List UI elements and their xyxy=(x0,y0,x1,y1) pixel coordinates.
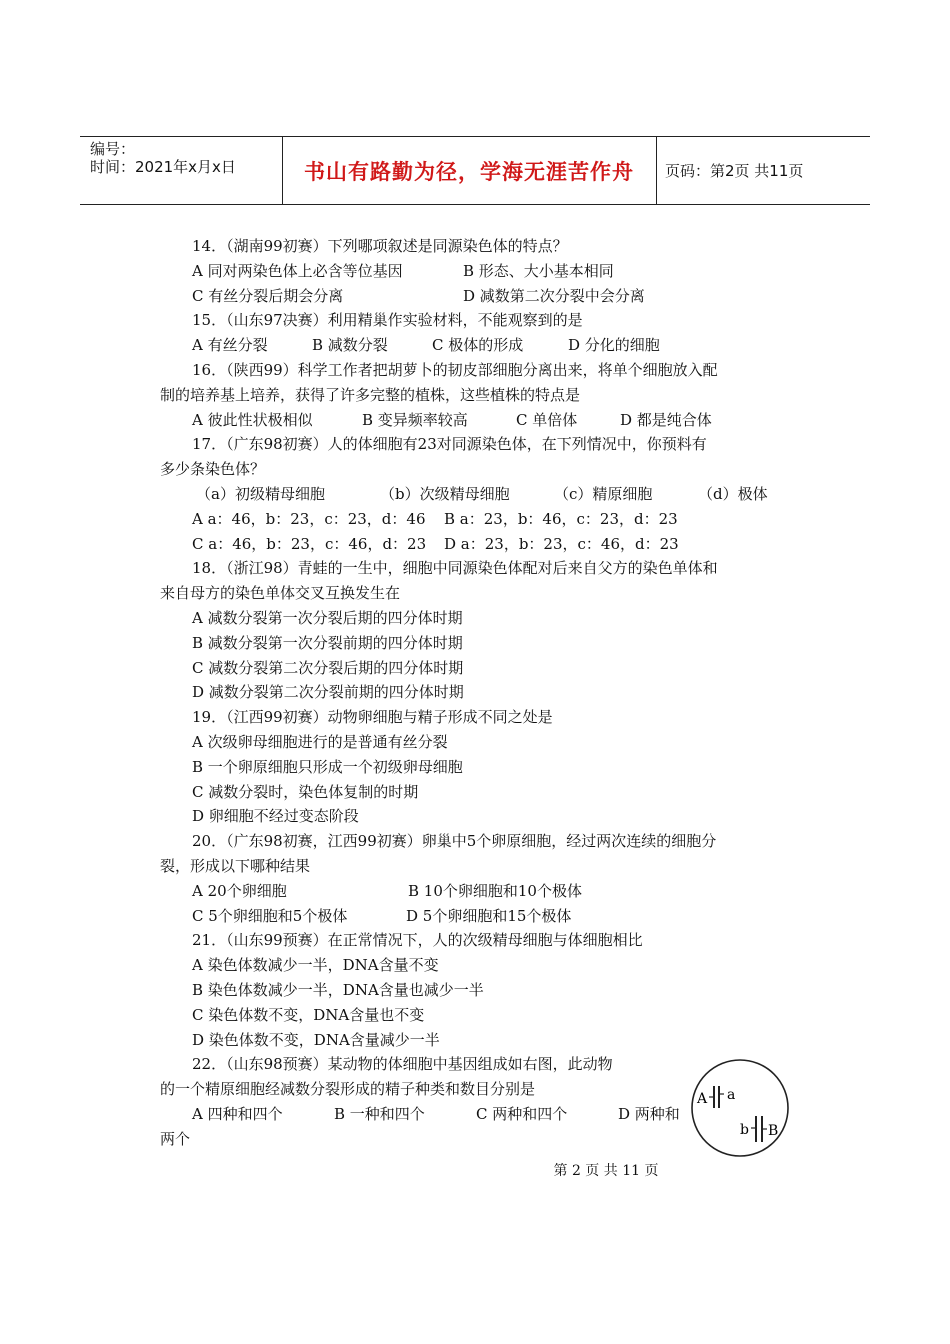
option-a: A 同对两染色体上必含等位基因 xyxy=(192,261,403,280)
sub-item-a: （a）初级精母细胞 xyxy=(196,484,325,503)
option-row xyxy=(160,408,800,433)
option-a: A 减数分裂第一次分裂后期的四分体时期 xyxy=(192,608,463,627)
option-d: D 5个卵细胞和15个极体 xyxy=(406,906,572,925)
option-row xyxy=(160,507,800,532)
footer-page-number: 第 2 页 共 11 页 xyxy=(553,1163,659,1179)
option-c: C 减数分裂时，染色体复制的时期 xyxy=(192,782,419,801)
header-page-cell xyxy=(657,137,870,204)
option-b: B 一个卵原细胞只形成一个初级卵母细胞 xyxy=(192,757,463,776)
gene-label-a: a xyxy=(727,1087,736,1103)
option-a: A 彼此性状极相似 xyxy=(192,410,313,429)
document-number-label: 编号： xyxy=(90,140,136,158)
option-b: B 减数分裂 xyxy=(312,336,388,355)
option-d: D 减数分裂第二次分裂前期的四分体时期 xyxy=(192,683,464,702)
question-list xyxy=(160,234,800,1151)
page-info: 页码：第2页 共11页 xyxy=(665,161,804,180)
question-stem: 15．（山东97决赛）利用精巢作实验材料，不能观察到的是 xyxy=(192,311,583,330)
cell-outline xyxy=(692,1060,788,1156)
option-a: A 20个卵细胞 xyxy=(192,881,287,900)
option-row xyxy=(160,904,800,929)
option-row xyxy=(160,879,800,904)
option-d: D 都是纯合体 xyxy=(620,410,712,429)
option-c: C 减数分裂第二次分裂后期的四分体时期 xyxy=(192,658,464,677)
gene-cell-diagram xyxy=(690,1058,790,1158)
question-stem: 22．（山东98预赛）某动物的体细胞中基因组成如右图，此动物 xyxy=(192,1055,613,1074)
option-d: D 卵细胞不经过变态阶段 xyxy=(192,807,359,826)
page-header xyxy=(80,136,870,205)
gene-label-A: A xyxy=(697,1091,708,1107)
sub-item-b: （b）次级精母细胞 xyxy=(380,484,510,503)
option-d-continued: 两个 xyxy=(160,1129,191,1148)
option-c: C a：46，b：23，c：46，d：23 xyxy=(192,534,427,553)
gene-label-b: b xyxy=(740,1122,749,1138)
option-a: A a：46，b：23，c：23，d：46 xyxy=(192,509,426,528)
option-row xyxy=(160,284,800,309)
option-c: C 5个卵细胞和5个极体 xyxy=(192,906,348,925)
question-stem: 16．（陕西99）科学工作者把胡萝卜的韧皮部细胞分离出来，将单个细胞放入配 xyxy=(192,360,718,379)
header-motto-cell xyxy=(282,137,657,204)
option-c: C 单倍体 xyxy=(516,410,578,429)
option-row xyxy=(160,333,800,358)
option-c: C 两种和四个 xyxy=(476,1104,568,1123)
option-a: A 四种和四个 xyxy=(192,1104,283,1123)
option-d: D a：23，b：23，c：46，d：23 xyxy=(444,534,679,553)
option-d: D 分化的细胞 xyxy=(568,336,660,355)
option-b: B 一种和四个 xyxy=(334,1104,425,1123)
question-stem: 18．（浙江98）青蛙的一生中，细胞中同源染色体配对后来自父方的染色单体和 xyxy=(192,559,718,578)
sub-item-row xyxy=(160,482,800,507)
option-d: D 染色体数不变，DNA含量减少一半 xyxy=(192,1030,440,1049)
question-stem: 21．（山东99预赛）在正常情况下，人的次级精母细胞与体细胞相比 xyxy=(192,931,643,950)
option-b: B 减数分裂第一次分裂前期的四分体时期 xyxy=(192,633,463,652)
option-row xyxy=(160,259,800,284)
option-a: A 染色体数减少一半，DNA含量不变 xyxy=(192,956,439,975)
gene-label-B: B xyxy=(768,1123,779,1139)
sub-item-d: （d）极体 xyxy=(698,484,768,503)
question-stem: 20．（广东98初赛，江西99初赛）卵巢中5个卵原细胞，经过两次连续的细胞分 xyxy=(192,832,717,851)
question-stem: 19．（江西99初赛）动物卵细胞与精子形成不同之处是 xyxy=(192,708,553,727)
option-b: B 变异频率较高 xyxy=(362,410,468,429)
page-footer xyxy=(0,1160,950,1180)
option-c: C 极体的形成 xyxy=(432,336,524,355)
question-stem-continued: 来自母方的染色单体交叉互换发生在 xyxy=(160,584,401,603)
option-d: D 减数第二次分裂中会分离 xyxy=(463,286,645,305)
option-d: D 两种和 xyxy=(618,1104,680,1123)
document-time-label: 时间：2021年x月x日 xyxy=(90,158,236,176)
header-meta-cell xyxy=(80,137,283,204)
option-row xyxy=(160,532,800,557)
question-stem-continued: 裂，形成以下哪种结果 xyxy=(160,856,311,875)
question-stem: 14．（湖南99初赛）下列哪项叙述是同源染色体的特点？ xyxy=(192,237,568,255)
question-stem: 17．（广东98初赛）人的体细胞有23对同源染色体，在下列情况中，你预料有 xyxy=(192,435,707,454)
option-b: B 形态、大小基本相同 xyxy=(463,261,614,280)
option-c: C 有丝分裂后期会分离 xyxy=(192,286,344,305)
question-stem-continued: 的一个精原细胞经减数分裂形成的精子种类和数目分别是 xyxy=(160,1080,536,1099)
question-stem-continued: 多少条染色体？ xyxy=(160,460,266,479)
option-a: A 次级卵母细胞进行的是普通有丝分裂 xyxy=(192,732,448,751)
option-b: B a：23，b：46，c：23，d：23 xyxy=(444,509,678,528)
sub-item-c: （c）精原细胞 xyxy=(554,484,653,503)
option-a: A 有丝分裂 xyxy=(192,336,268,355)
question-stem-continued: 制的培养基上培养，获得了许多完整的植株，这些植株的特点是 xyxy=(160,385,581,404)
option-b: B 10个卵细胞和10个极体 xyxy=(408,881,582,900)
option-b: B 染色体数减少一半，DNA含量也减少一半 xyxy=(192,980,484,999)
option-c: C 染色体数不变，DNA含量也不变 xyxy=(192,1005,425,1024)
motto-text: 书山有路勤为径，学海无涯苦作舟 xyxy=(304,159,634,184)
